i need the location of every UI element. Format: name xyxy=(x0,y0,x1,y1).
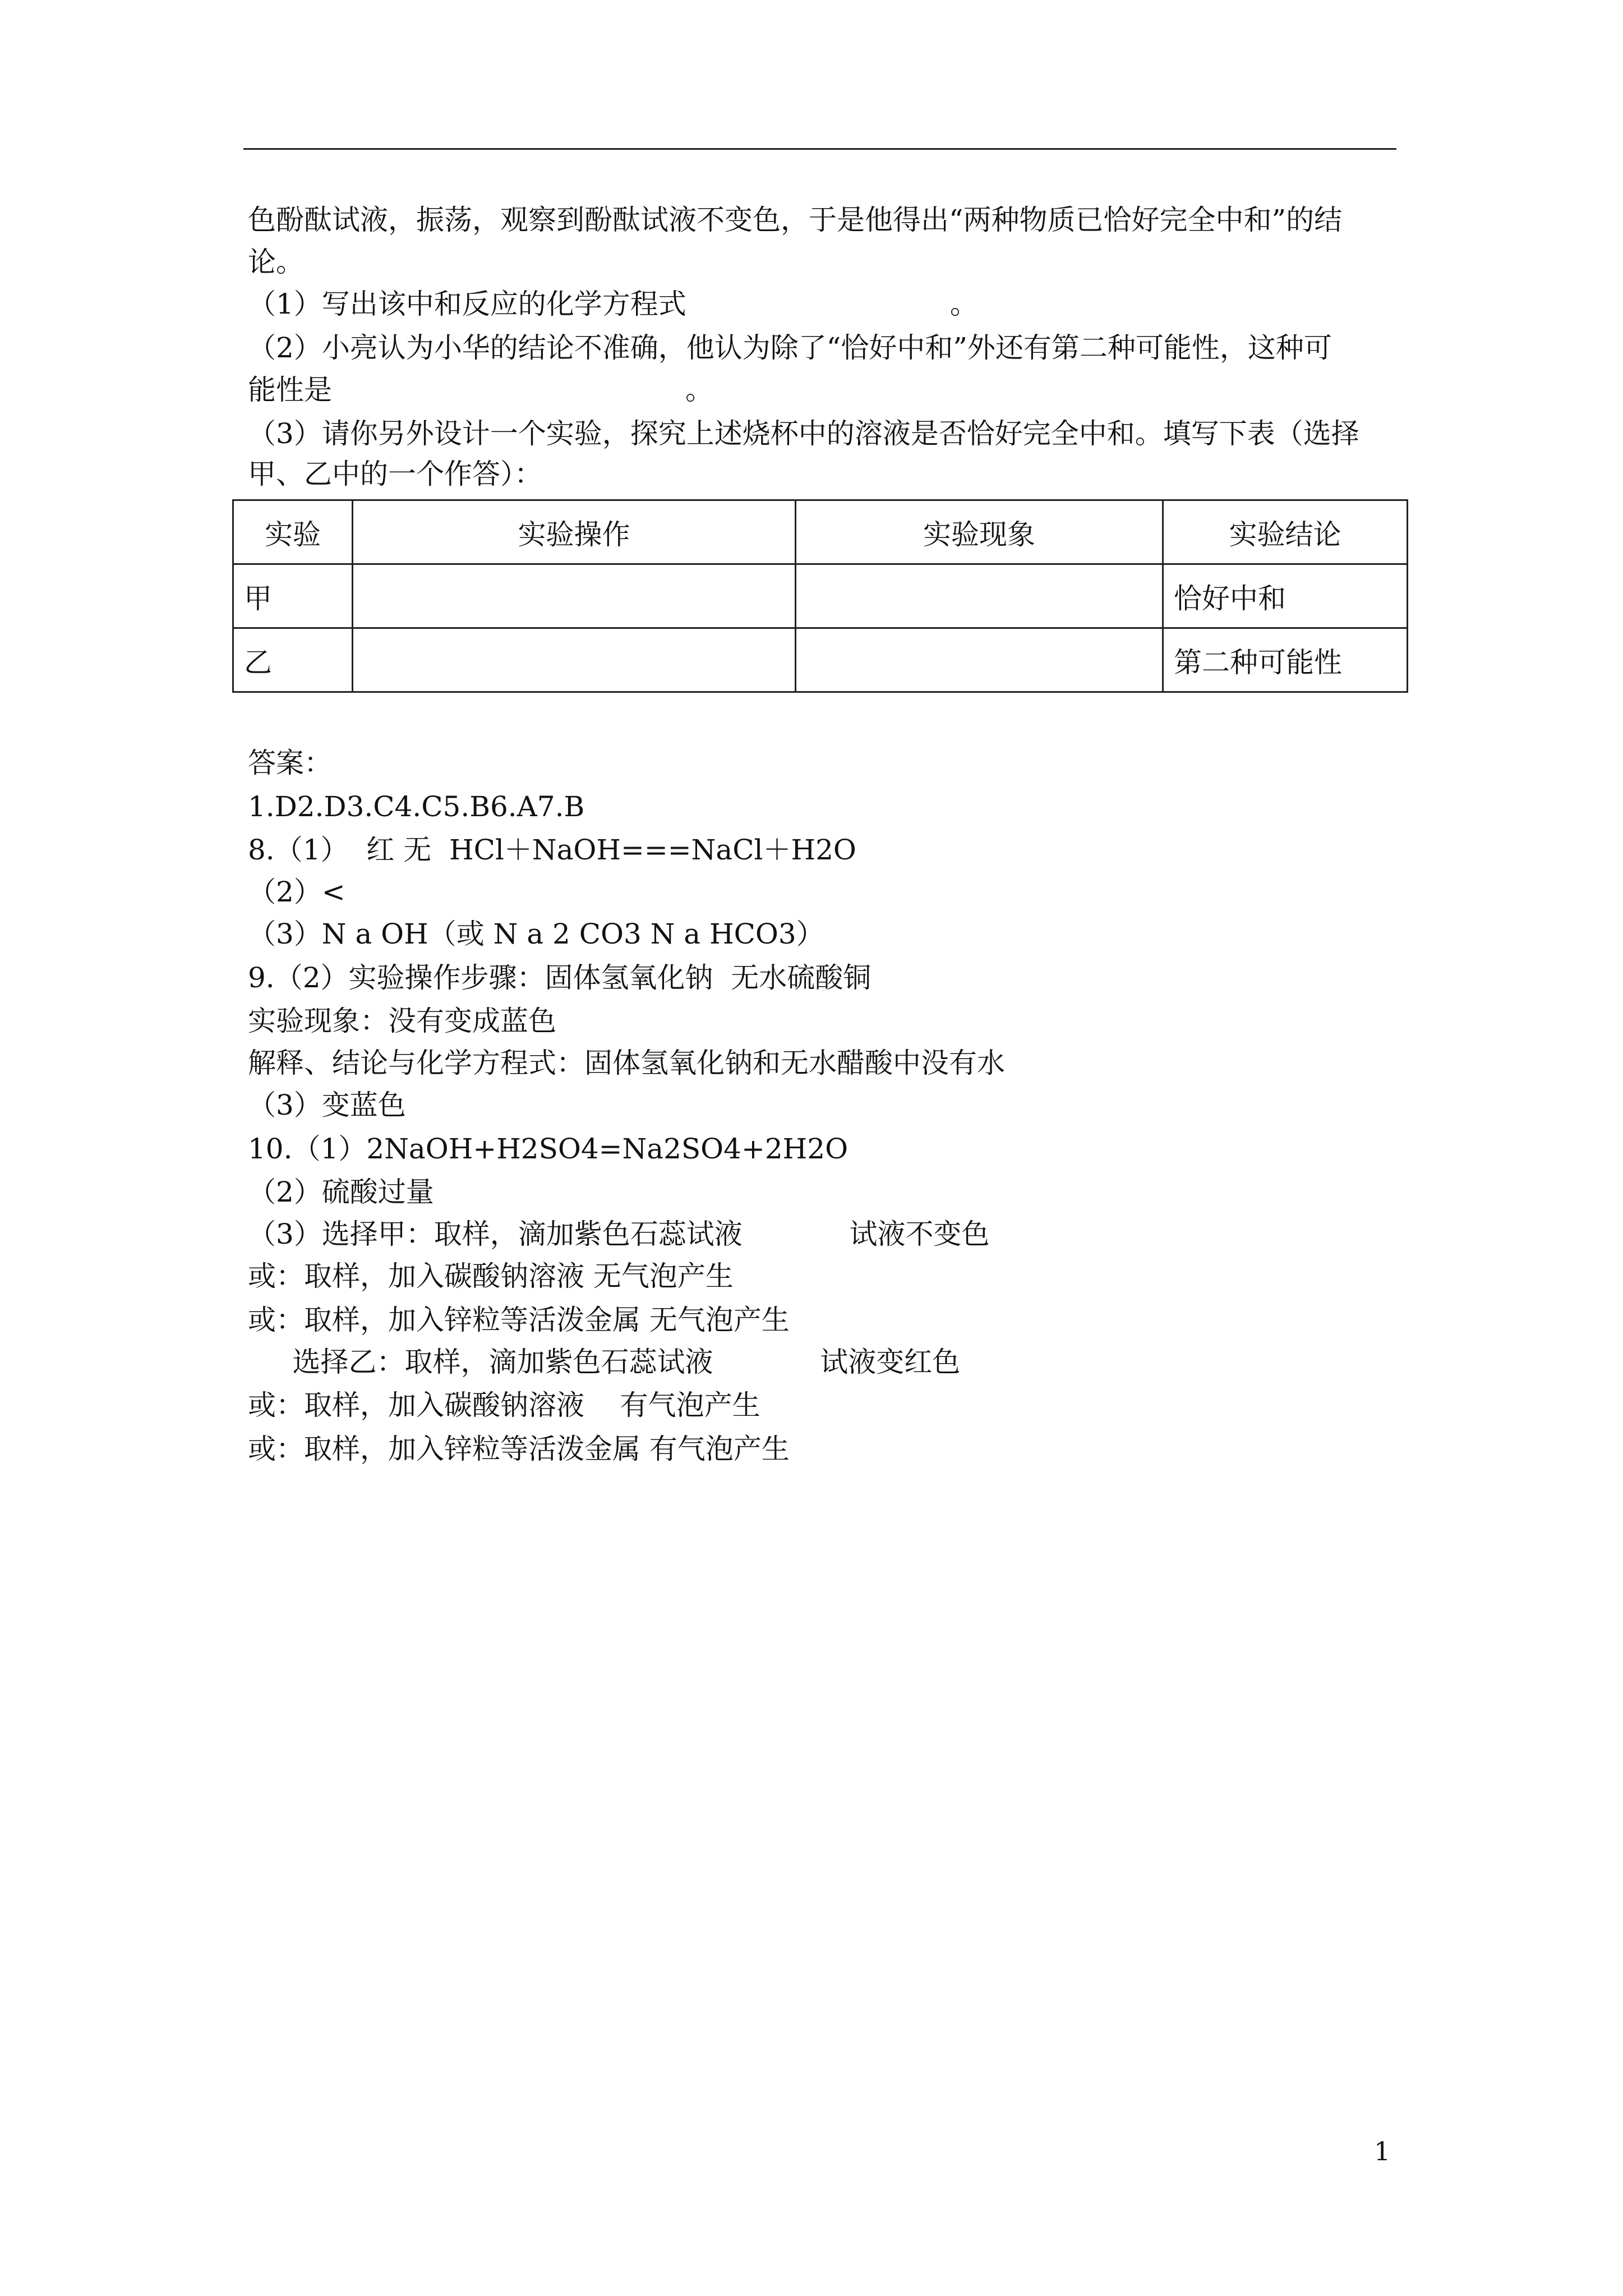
answer-line: 或：取样，加入碳酸钠溶液 有气泡产生 xyxy=(248,1389,760,1421)
question-2-suffix: 。 xyxy=(685,374,713,406)
question-line: 色酚酞试液，振荡，观察到酚酞试液不变色，于是他得出“两种物质已恰好完全中和”的结 xyxy=(248,204,1343,236)
answer-line: （3）选择甲：取样，滴加紫色石蕊试液 试液不变色 xyxy=(248,1218,990,1250)
answer-line: 或：取样，加入锌粒等活泼金属 无气泡产生 xyxy=(248,1304,790,1336)
question-2 xyxy=(248,373,713,407)
operation-cell xyxy=(353,628,796,692)
question-1-suffix: 。 xyxy=(949,288,978,320)
question-3-line: （3）请你另外设计一个实验，探究上述烧杯中的溶液是否恰好完全中和。填写下表（选择 xyxy=(248,417,1359,450)
question-1 xyxy=(248,287,978,321)
conclusion-cell: 恰好中和 xyxy=(1163,564,1408,628)
table-header-cell: 实验操作 xyxy=(353,500,796,564)
row-label: 乙 xyxy=(233,628,353,692)
answer-line: 8.（1） 红 无 HCl＋NaOH===NaCl＋H2O xyxy=(248,834,856,866)
answers-heading: 答案： xyxy=(248,747,332,779)
answer-line: （2）< xyxy=(248,876,345,908)
conclusion-cell: 第二种可能性 xyxy=(1163,628,1408,692)
table-row xyxy=(233,564,1408,628)
answer-line: （3）N a OH（或 N a 2 CO3 N a HCO3） xyxy=(248,918,824,950)
question-1-prefix: （1）写出该中和反应的化学方程式 xyxy=(248,288,686,320)
answer-line: 或：取样，加入锌粒等活泼金属 有气泡产生 xyxy=(248,1433,790,1465)
table-header-cell: 实验现象 xyxy=(796,500,1163,564)
question-2-prefix: 能性是 xyxy=(248,374,332,406)
answer-line: （2）硫酸过量 xyxy=(248,1176,434,1208)
answer-line: 选择乙：取样，滴加紫色石蕊试液 试液变红色 xyxy=(248,1346,961,1378)
header-rule xyxy=(243,148,1396,150)
table-header-row xyxy=(233,500,1408,564)
answer-line: （3）变蓝色 xyxy=(248,1089,406,1121)
answer-line: 或：取样，加入碳酸钠溶液 无气泡产生 xyxy=(248,1260,734,1292)
operation-cell xyxy=(353,564,796,628)
answer-line: 解释、结论与化学方程式：固体氢氧化钠和无水醋酸中没有水 xyxy=(248,1047,1005,1079)
experiment-table xyxy=(232,499,1408,693)
phenomenon-cell xyxy=(796,564,1163,628)
page-number: 1 xyxy=(1374,2136,1391,2166)
answer-line: 实验现象：没有变成蓝色 xyxy=(248,1005,556,1037)
answer-line: 9.（2）实验操作步骤：固体氢氧化钠 无水硫酸铜 xyxy=(248,961,872,994)
table-row xyxy=(233,628,1408,692)
phenomenon-cell xyxy=(796,628,1163,692)
table-header-cell: 实验结论 xyxy=(1163,500,1408,564)
table-header-cell: 实验 xyxy=(233,500,353,564)
question-line: 论。 xyxy=(248,246,304,278)
question-3-line: 甲、乙中的一个作答）： xyxy=(248,458,542,490)
answer-line: 10.（1）2NaOH+H2SO4=Na2SO4+2H2O xyxy=(248,1133,849,1165)
answer-line: 1.D2.D3.C4.C5.B6.A7.B xyxy=(248,790,585,823)
row-label: 甲 xyxy=(233,564,353,628)
question-2-line: （2）小亮认为小华的结论不准确，他认为除了“恰好中和”外还有第二种可能性，这种可 xyxy=(248,332,1332,364)
